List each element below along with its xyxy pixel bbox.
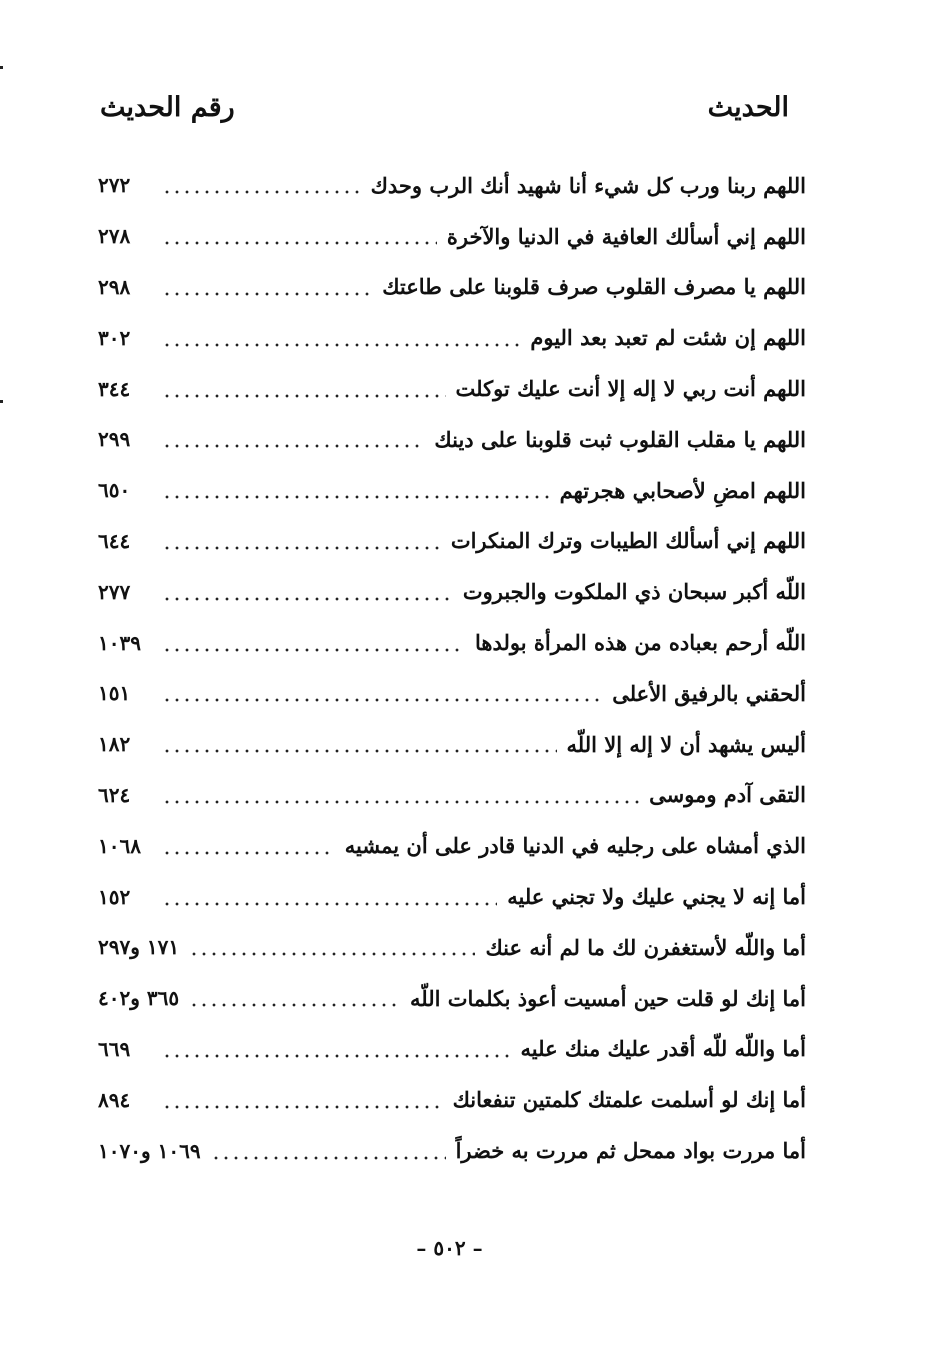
index-entry [98, 465, 806, 516]
hadith-text: اللهم إني أسألك الطيبات وترك المنكرات [450, 528, 806, 554]
hadith-number: ٣٤٤ [98, 376, 131, 401]
hadith-number: ١٥٢ [98, 884, 131, 909]
index-entry [98, 1024, 806, 1075]
hadith-number: ٢٧٢ [98, 173, 131, 198]
dot-leader [162, 393, 446, 399]
dot-leader [162, 240, 437, 246]
index-entry [98, 312, 806, 363]
index-entry [98, 160, 806, 211]
hadith-text: اللهم امضِ لأصحابي هجرتهم [559, 477, 806, 503]
dot-leader [162, 189, 361, 195]
index-entry [98, 820, 806, 871]
hadith-text: اللّه أكبر سبحان ذي الملكوت والجبروت [462, 579, 806, 605]
dot-leader [162, 596, 453, 602]
hadith-text: التقى آدم وموسى [649, 782, 806, 808]
hadith-number: ٢٩٩ [98, 427, 131, 452]
index-entry [98, 922, 806, 973]
hadith-index-list [98, 160, 806, 1176]
hadith-number: ١٨٢ [98, 732, 131, 757]
hadith-text: اللهم يا مصرف القلوب صرف قلوبنا على طاعتك [382, 274, 806, 300]
index-entry [98, 363, 806, 414]
hadith-number: ١٧١ و٢٩٧ [98, 935, 180, 960]
hadith-number: ١٥١ [98, 681, 131, 706]
hadith-text: أما إنك لو قلت حين أمسيت أعوذ بكلمات اللّه [410, 985, 806, 1011]
hadith-number: ٦٥٠ [98, 478, 131, 503]
dot-leader [162, 1053, 511, 1059]
dot-leader [162, 799, 639, 805]
index-entry [98, 1074, 806, 1125]
hadith-number: ٦٦٩ [98, 1036, 131, 1061]
dot-leader [162, 850, 335, 856]
index-entry [98, 211, 806, 262]
hadith-number: ٨٩٤ [98, 1087, 131, 1112]
hadith-number: ١٠٦٩ و١٠٧٠ [98, 1138, 201, 1163]
index-entry [98, 414, 806, 465]
hadith-text: اللهم يا مقلب القلوب ثبت قلوبنا على دينك [434, 426, 806, 452]
hadith-text: أما إنه لا يجني عليك ولا تجني عليه [507, 884, 806, 910]
dot-leader [162, 901, 497, 907]
index-entry [98, 719, 806, 770]
hadith-number-column-label: رقم الحديث [100, 91, 235, 123]
index-entry [98, 262, 806, 313]
dot-leader [162, 443, 424, 449]
dot-leader [189, 1002, 400, 1008]
dot-leader [211, 1155, 446, 1161]
hadith-number: ٢٧٨ [98, 224, 131, 249]
index-entry [98, 871, 806, 922]
scan-mark [0, 400, 3, 403]
hadith-number: ٢٧٧ [98, 579, 131, 604]
hadith-column-label: الحديث [707, 91, 789, 123]
index-entry [98, 1125, 806, 1176]
hadith-text: أما إنك لو أسلمت علمتك كلمتين تنفعانك [452, 1087, 806, 1113]
hadith-number: ٢٩٨ [98, 274, 131, 299]
index-entry [98, 973, 806, 1024]
hadith-number: ٦٤٤ [98, 528, 131, 553]
hadith-text: ألحقني بالرفيق الأعلى [612, 680, 806, 706]
dot-leader [162, 545, 441, 551]
dot-leader [162, 647, 465, 653]
hadith-text: اللهم إن شئت لم تعبد بعد اليوم [530, 325, 806, 351]
page-number: – ٥٠٢ – [416, 1236, 483, 1260]
index-entry [98, 770, 806, 821]
column-header [100, 82, 789, 132]
hadith-text: أما مررت بواد ممحل ثم مررت به خضراً [455, 1138, 806, 1164]
index-entry [98, 617, 806, 668]
index-entry [98, 668, 806, 719]
hadith-text: اللهم ربنا ورب كل شيء أنا شهيد أنك الرب وحدك [370, 172, 806, 198]
dot-leader [162, 697, 602, 703]
index-entry [98, 516, 806, 567]
hadith-number: ١٠٣٩ [98, 630, 141, 655]
index-entry [98, 566, 806, 617]
hadith-number: ٣٠٢ [98, 325, 131, 350]
hadith-number: ٣٦٥ و٤٠٢ [98, 986, 180, 1011]
hadith-text: اللهم إني أسألك العافية في الدنيا والآخرة [446, 223, 806, 249]
hadith-number: ٦٢٤ [98, 782, 131, 807]
hadith-text: اللهم أنت ربي لا إله إلا أنت عليك توكلت [455, 376, 806, 402]
hadith-text: أما واللّه لأستغفرن لك ما لم أنه عنك [485, 934, 806, 960]
hadith-text: الذي أمشاه على رجليه في الدنيا قادر على أن يمشيه [344, 833, 806, 859]
hadith-text: اللّه أرحم بعباده من هذه المرأة بولدها [474, 630, 806, 656]
dot-leader [162, 494, 550, 500]
dot-leader [162, 748, 557, 754]
dot-leader [189, 951, 475, 957]
dot-leader [162, 342, 520, 348]
hadith-text: أليس يشهد أن لا إله إلا اللّه [566, 731, 806, 757]
hadith-number: ١٠٦٨ [98, 833, 141, 858]
dot-leader [162, 1104, 443, 1110]
hadith-text: أما واللّه للّه أقدر عليك منك عليه [520, 1036, 806, 1062]
scan-mark [0, 66, 3, 69]
dot-leader [162, 291, 372, 297]
